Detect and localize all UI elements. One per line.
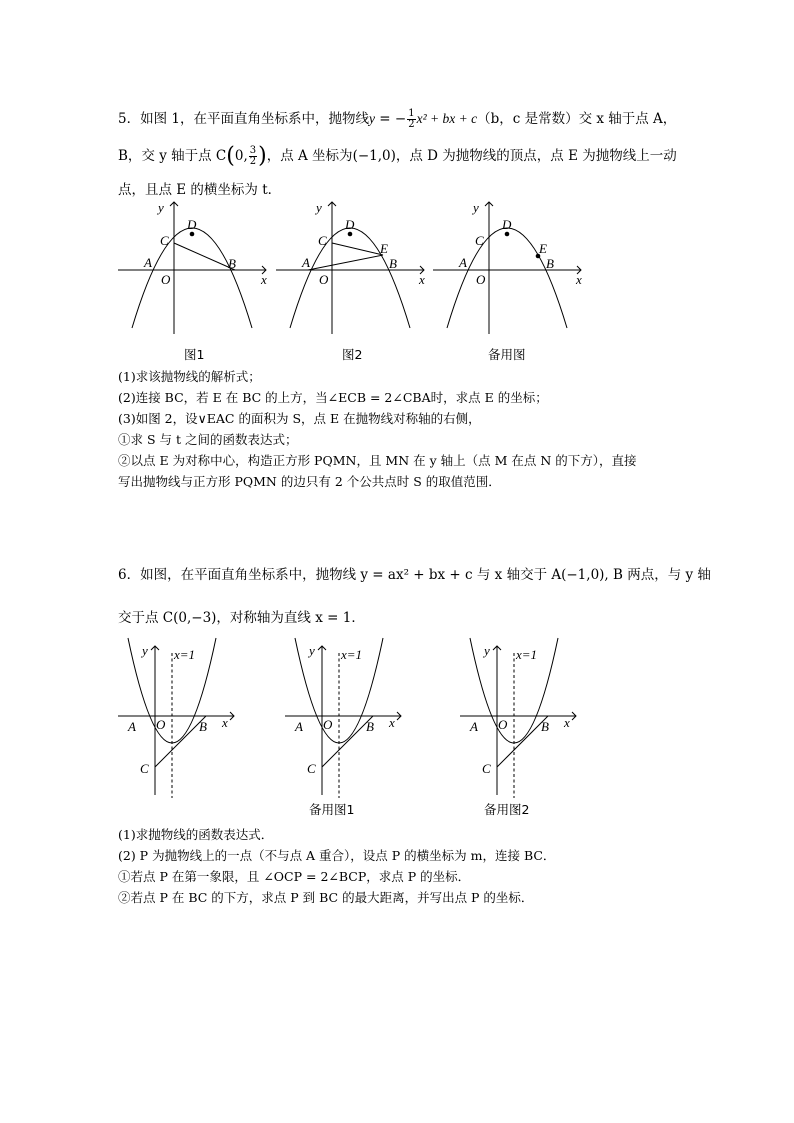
q6-line-1: 6．如图，在平面直角坐标系中，抛物线 y = ax² + bx + c 与 x 轴交于 A(−1,0), B 两点，与 y 轴 [118, 567, 711, 583]
q5-eq-sign: = − [374, 111, 407, 127]
symmetry-axis-label: x=1 [341, 647, 363, 662]
y-label: y [316, 200, 322, 215]
segment-ce [332, 243, 383, 255]
parabola [132, 228, 252, 328]
q5-figure-1 [118, 198, 273, 368]
y-label: y [473, 200, 479, 215]
q5-line2-text-b: ，点 A 坐标为 [266, 148, 353, 164]
point-c-label: C [475, 233, 484, 248]
figure-caption: 图2 [342, 347, 363, 362]
q6-sub-2-1: ①若点 P 在第一象限，且 ∠OCP = 2∠BCP，求点 P 的坐标． [118, 869, 471, 884]
q5-sub-3: (3)如图 2，设∨EAC 的面积为 S，点 E 在抛物线对称轴的右侧， [118, 411, 481, 426]
q5-line-2: B，交 y 轴于点 C(0, $\frac{3}{2}$ )，点 A 坐标为(−1,0)，点 D 为抛物线的顶点，点 E 为抛物线上一动 [118, 143, 677, 169]
figure-caption: 备用图 [488, 347, 526, 362]
point-c-label: C [140, 761, 149, 776]
point-d-label: D [502, 217, 512, 232]
q5-eq-terms: x² + bx + c [416, 111, 478, 126]
point-d-label: D [345, 217, 355, 232]
x-label: x [389, 715, 395, 730]
origin-label: O [323, 717, 333, 732]
figure-caption: 备用图1 [309, 802, 355, 817]
q5-eq-y: y [368, 111, 375, 126]
q5-sub-1: (1)求该抛物线的解析式； [118, 369, 261, 384]
y-label: y [484, 643, 490, 658]
q5-point-a-coord: (−1,0) [352, 148, 396, 164]
q6-figure-1 [118, 643, 248, 823]
parabola [290, 228, 410, 328]
q5-sub-3-1: ①求 S 与 t 之间的函数表达式； [118, 432, 298, 447]
origin-label: O [156, 717, 166, 732]
vertex-dot [190, 232, 195, 237]
q5-sub-2: (2)连接 BC，若 E 在 BC 的上方，当∠ECB = 2∠CBA时，求点 E 的坐标； [118, 390, 548, 405]
q6-sub-2: (2) P 为抛物线上的一点（不与点 A 重合），设点 P 的横坐标为 m，连接 BC． [118, 848, 556, 863]
symmetry-axis-label: x=1 [516, 647, 538, 662]
point-e-label: E [539, 241, 547, 256]
origin-label: O [319, 272, 329, 287]
point-b-label: B [541, 719, 549, 734]
x-label: x [576, 272, 582, 287]
q5-line2-text-c: ，点 D 为抛物线的顶点，点 E 为抛物线上一动 [395, 148, 677, 164]
segment-ae [308, 255, 383, 270]
origin-label: O [498, 717, 508, 732]
point-b-label: B [389, 256, 397, 271]
figure-caption: 图1 [184, 347, 205, 362]
q6-sub-1: (1)求抛物线的函数表达式． [118, 827, 274, 842]
point-a-label: A [459, 255, 467, 270]
q6-line-2: 交于点 C(0,−3)，对称轴为直线 x = 1． [118, 610, 365, 626]
q5-sub-3-2a: ②以点 E 为对称中心，构造正方形 PQMN，且 MN 在 y 轴上（点 M 在点 N 的下方），直接 [118, 453, 637, 468]
x-label: x [261, 272, 267, 287]
y-label: y [158, 200, 164, 215]
point-e-label: E [380, 241, 388, 256]
point-b-label: B [546, 256, 554, 271]
origin-label: O [476, 272, 486, 287]
q5-intro-text-2: （b，c 是常数）交 x 轴于点 A， [477, 111, 677, 127]
origin-label: O [161, 272, 171, 287]
q5-fraction-three-halves: $\frac{3}{2}$ [249, 145, 257, 167]
q5-fraction-half: $\frac{1}{2}$ [408, 108, 415, 130]
x-label: x [419, 272, 425, 287]
q6-figure-3 [460, 643, 590, 823]
x-label: x [222, 715, 228, 730]
segment-bc [174, 243, 235, 270]
point-b-label: B [228, 256, 236, 271]
point-b-label: B [199, 719, 207, 734]
point-d-label: D [187, 217, 197, 232]
point-b-label: B [366, 719, 374, 734]
q5-intro-text: 5．如图 1，在平面直角坐标系中，抛物线 [118, 111, 369, 127]
point-a-label: A [128, 719, 136, 734]
q5-figure-3 [433, 198, 588, 368]
point-a-label: A [470, 719, 478, 734]
point-a-label: A [295, 719, 303, 734]
figure-caption: 备用图2 [484, 802, 530, 817]
y-label: y [142, 643, 148, 658]
q5-sub-3-2b: 写出抛物线与正方形 PQMN 的边只有 2 个公共点时 S 的取值范围． [118, 474, 501, 489]
q5-figure-2 [276, 198, 431, 368]
q5-line-1 [118, 109, 676, 130]
point-c-label: C [307, 761, 316, 776]
q5-line2-text-a: B，交 y 轴于点 C [118, 148, 227, 164]
point-c-label: C [318, 233, 327, 248]
point-c-label: C [160, 233, 169, 248]
parabola [447, 228, 567, 328]
q6-figure-2 [285, 643, 415, 823]
vertex-dot [505, 232, 510, 237]
x-label: x [564, 715, 570, 730]
y-label: y [309, 643, 315, 658]
point-c-label: C [482, 761, 491, 776]
symmetry-axis-label: x=1 [174, 647, 196, 662]
q6-sub-2-2: ②若点 P 在 BC 的下方，求点 P 到 BC 的最大距离，并写出点 P 的坐标． [118, 890, 534, 905]
vertex-dot [348, 232, 353, 237]
point-a-label: A [302, 255, 310, 270]
point-a-label: A [144, 255, 152, 270]
q5-line-3: 点，且点 E 的横坐标为 t． [118, 182, 282, 198]
